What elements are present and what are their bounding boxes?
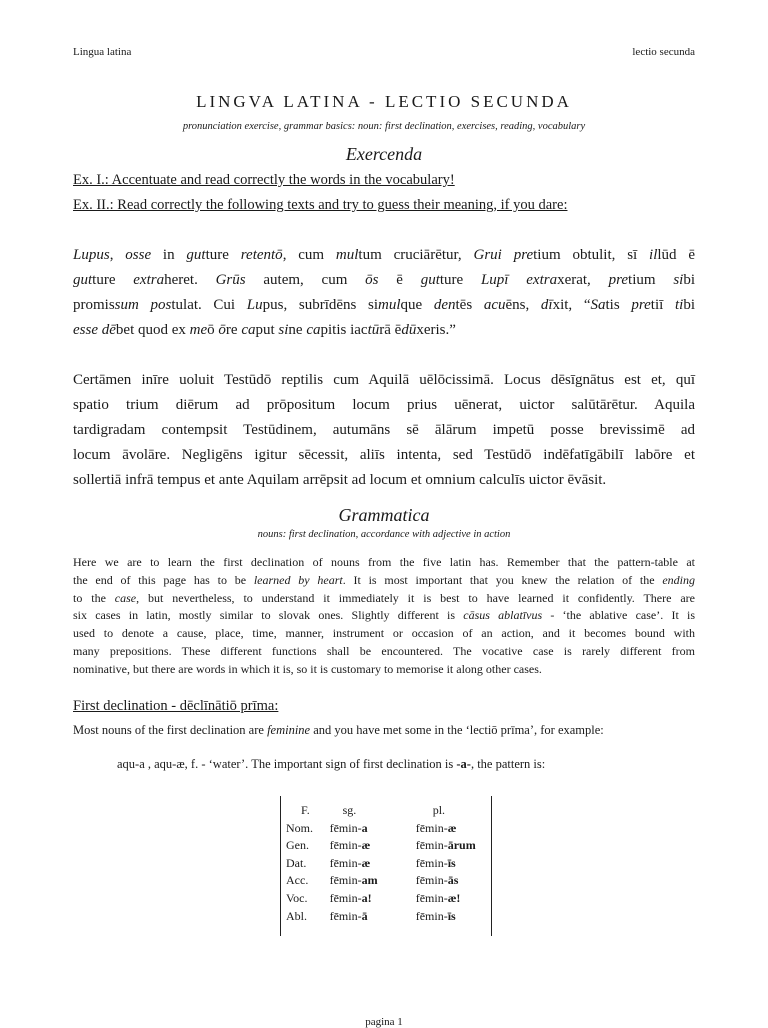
case-label: Dat. (286, 855, 307, 870)
text-segment: six cases in latin, mostly similar to slovak ones. Slightly different is (73, 608, 464, 623)
text-segment: xerat, (557, 272, 609, 288)
text-segment: ō (218, 322, 226, 338)
grammatica-line (73, 625, 695, 643)
declination-example (117, 757, 545, 772)
text-segment: Sa (590, 297, 606, 313)
text-segment: tiī (650, 297, 675, 313)
reading-lupus-line (73, 318, 695, 343)
text-segment: osse (125, 247, 152, 263)
case-ending: æ (447, 820, 457, 835)
reading-testudo-line: spatio trium diērum ad prōpositum locum prius uēnerat, uictor salūtārētur. Aquila (73, 397, 695, 413)
word-stem: fēmin- (329, 908, 362, 923)
word-stem: fēmin- (329, 855, 362, 870)
page-subtitle: pronunciation exercise, grammar basics: noun: first declination, exercises, reading, vocabulary (182, 121, 586, 132)
text-segment: me (189, 322, 208, 338)
text-segment: sum (114, 297, 139, 313)
case-label: Abl. (286, 908, 307, 923)
word-stem: fēmin- (415, 820, 448, 835)
reading-testudo (73, 368, 695, 493)
singular-form (330, 891, 416, 909)
text-segment: tēs (455, 297, 484, 313)
grammatica-line (73, 643, 695, 661)
text-segment: Lu (246, 297, 263, 313)
text-segment: Lupus (73, 247, 110, 263)
case-ending: īs (447, 908, 456, 923)
header-plural: pl. (432, 803, 446, 817)
text-segment: ending (662, 572, 695, 587)
plural-form (416, 838, 491, 856)
text-segment: retentō (240, 247, 283, 263)
singular-form (330, 856, 416, 874)
text-segment: rā ē (379, 322, 402, 338)
case-label: Voc. (286, 890, 308, 905)
text-segment: tum cruciārētur, (358, 247, 474, 263)
header-gender: F. (301, 803, 310, 817)
text-segment: tium obtulit, sī (533, 247, 650, 263)
word-stem: fēmin- (415, 873, 448, 888)
table-row (286, 838, 491, 856)
text-segment: extra (133, 272, 165, 288)
text-segment: ne (288, 322, 307, 338)
case-ending: ās (447, 873, 459, 888)
text-segment: pos (150, 297, 172, 313)
reading-lupus-line (73, 243, 695, 268)
grammatica-line (73, 554, 695, 572)
text-segment: used to denote a cause, place, time, manner, instrument or occasion of an action, and it becomes bound with (73, 626, 695, 641)
text-segment: que (400, 297, 434, 313)
text-segment: si (278, 322, 289, 338)
text-segment: tis (605, 297, 632, 313)
case-ending: æ! (447, 890, 461, 905)
text-segment: aqu-a , aqu-æ, f. - ‘water’. The important sign of first declination is (117, 757, 457, 771)
case-ending: æ (361, 855, 371, 870)
table-row (286, 891, 491, 909)
text-segment: autem, cum (245, 272, 366, 288)
text-segment: lūd ē (657, 247, 696, 263)
text-segment: , cum (282, 247, 336, 263)
grammatica-paragraph (73, 554, 695, 679)
plural-form (416, 873, 491, 891)
text-segment: ca (241, 322, 256, 338)
word-stem: fēmin- (329, 838, 362, 853)
word-stem: fēmin- (415, 838, 448, 853)
plural-form (416, 821, 491, 839)
text-segment: - ‘the ablative case’. It is (542, 608, 695, 623)
singular-form (330, 873, 416, 891)
text-segment: . It is most important that you knew the relation of the (342, 572, 663, 587)
text-segment: den (433, 297, 456, 313)
exercenda-heading: Exercenda (345, 144, 423, 164)
text-segment: heret. (164, 272, 216, 288)
reading-testudo-line: tardigradam contempsit Testūdinem, autumāns sē ālārum impetū posse brevissimē ad (73, 422, 695, 438)
text-segment: in (151, 247, 187, 263)
text-segment: to the (73, 590, 115, 605)
text-segment: Grūs (215, 272, 246, 288)
text-segment: ō (207, 322, 219, 338)
text-segment: pus, subrīdēns si (262, 297, 379, 313)
text-segment: xit, “ (552, 297, 591, 313)
word-stem: fēmin- (329, 890, 362, 905)
header-left: Lingua latina (73, 46, 132, 58)
text-segment: Here we are to learn the first declination of nouns from the five latin has. Remember that the pattern-table at (73, 555, 695, 569)
declination-intro (73, 723, 604, 738)
table-row (286, 856, 491, 874)
text-segment: and you have met some in the ‘lectiō prīma’, for example: (310, 723, 604, 737)
singular-form (330, 838, 416, 856)
text-segment: ture (439, 272, 481, 288)
reading-testudo-line: locum āvolāre. Negligēns igitur sēcessit, aliīs intenta, sed Testūdō indēfatīgābilī labōre et (73, 447, 695, 463)
text-segment: acu (483, 297, 506, 313)
text-segment: tium (628, 272, 674, 288)
text-segment: ōs (365, 272, 379, 288)
case-label: Acc. (286, 873, 309, 888)
text-segment: learned by heart (253, 572, 343, 587)
case-ending: ā (361, 908, 368, 923)
text-segment: -a- (456, 757, 471, 771)
text-segment: ture (92, 272, 134, 288)
header-right: lectio secunda (632, 46, 695, 58)
word-stem: fēmin- (415, 908, 448, 923)
singular-form (330, 909, 416, 927)
word-stem: fēmin- (415, 890, 448, 905)
reading-testudo-line: sollertiā infrā tempus et ante Aquilam arrēpsit ad locum et omnium calculīs uictor ēvāsit. (73, 472, 607, 488)
text-segment: put (255, 322, 279, 338)
text-segment: esse (73, 322, 98, 338)
text-segment: pitis iac (320, 322, 368, 338)
text-segment: tulat. Cui (171, 297, 247, 313)
text-segment: pre (513, 247, 534, 263)
text-segment: many prepositions. These different functions shall be encountered. The vocative case is rarely different from (73, 643, 695, 658)
text-segment: mul (378, 297, 401, 313)
text-segment: dū (401, 322, 417, 338)
case-ending: am (361, 873, 378, 888)
text-segment: ēns, (505, 297, 541, 313)
text-segment: il (649, 247, 658, 263)
case-ending: a (361, 820, 368, 835)
page-title: LINGVA LATINA - LECTIO SECUNDA (196, 92, 572, 111)
singular-form (330, 821, 416, 839)
text-segment (502, 247, 514, 263)
table-header-row (286, 803, 491, 821)
text-segment: ca (306, 322, 321, 338)
text-segment: the end of this page has to be (73, 572, 254, 587)
case-ending: æ (361, 838, 371, 853)
exercise-1: Ex. I.: Accentuate and read correctly the words in the vocabulary! (73, 172, 455, 188)
case-ending: īs (447, 855, 456, 870)
grammatica-heading: Grammatica (338, 505, 430, 525)
table-row (286, 821, 491, 839)
text-segment: , but nevertheless, to understand it immediately it is best to have learned it confidently. There are (136, 590, 695, 605)
text-segment: case (114, 590, 137, 605)
text-segment: Lupī (480, 272, 509, 288)
grammatica-line (73, 661, 695, 679)
case-label: Gen. (286, 838, 309, 853)
grammatica-line (73, 607, 695, 625)
grammatica-line (73, 572, 695, 590)
plural-form (416, 891, 491, 909)
plural-form (416, 909, 491, 927)
text-segment: xeris.” (416, 322, 456, 338)
case-label: Nom. (286, 820, 313, 835)
text-segment: pre (608, 272, 629, 288)
text-segment: bi (683, 297, 695, 313)
text-segment: , (109, 247, 126, 263)
text-segment: re (225, 322, 242, 338)
text-segment: , the pattern is: (470, 757, 546, 771)
text-segment: gut (420, 272, 440, 288)
reading-lupus-line (73, 268, 695, 293)
text-segment: extra (526, 272, 558, 288)
text-segment (508, 272, 526, 288)
text-segment: si (673, 272, 684, 288)
text-segment: dī (540, 297, 553, 313)
word-stem: fēmin- (329, 873, 362, 888)
reading-testudo-line: Certāmen inīre uoluit Testūdō reptilis cum Aquilā uēlōcissimā. Locus dēsīgnātus est et, quī (73, 372, 695, 388)
text-segment: dē (101, 322, 116, 338)
text-segment: pre (631, 297, 651, 313)
text-segment: nominative, but there are words in which it is, so it is customary to memorise it along other cases. (73, 661, 542, 676)
text-segment: promis (73, 297, 115, 313)
text-segment: mul (335, 247, 359, 263)
table-row (286, 909, 491, 927)
reading-lupus-line (73, 293, 695, 318)
declination-table (280, 796, 492, 936)
header-singular: sg. (342, 803, 357, 817)
table-row (286, 873, 491, 891)
text-segment: tū (367, 322, 380, 338)
case-ending: a! (361, 890, 372, 905)
grammatica-subheading: nouns: first declination, accordance with adjective in action (257, 529, 511, 540)
reading-lupus (73, 243, 695, 343)
exercise-2: Ex. II.: Read correctly the following texts and try to guess their meaning, if you dare: (73, 197, 568, 213)
text-segment: gut (186, 247, 206, 263)
page-footer: pagina 1 (365, 1016, 403, 1028)
case-ending: ārum (447, 838, 476, 853)
text-segment: cāsus ablatīvus (463, 608, 543, 623)
grammatica-line (73, 590, 695, 608)
text-segment: Grui (473, 247, 502, 263)
word-stem: fēmin- (415, 855, 448, 870)
text-segment: ē (378, 272, 421, 288)
text-segment (139, 297, 151, 313)
text-segment: bet quod ex (115, 322, 190, 338)
text-segment: feminine (267, 723, 311, 737)
text-segment: Most nouns of the first declination are (73, 723, 268, 737)
text-segment: ture (205, 247, 241, 263)
plural-form (416, 856, 491, 874)
text-segment: bi (683, 272, 695, 288)
text-segment: gut (73, 272, 93, 288)
word-stem: fēmin- (329, 820, 362, 835)
declination-heading: First declination - dēclīnātiō prīma: (73, 698, 279, 714)
text-segment: ti (674, 297, 684, 313)
